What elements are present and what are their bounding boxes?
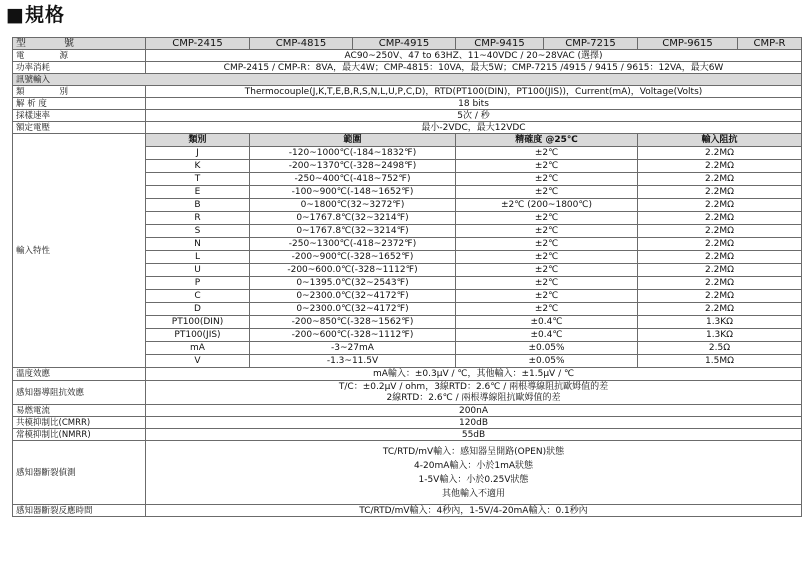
impedance-cell: 2.2MΩ — [638, 238, 802, 251]
input-type-row — [13, 86, 802, 98]
rated-voltage-value: 最小-2VDC，最大12VDC — [146, 122, 802, 134]
range-cell: 0~2300.0℃(32~4172℉) — [250, 303, 456, 316]
accuracy-cell: ±2℃ — [456, 238, 638, 251]
impedance-cell: 2.5Ω — [638, 342, 802, 355]
resolution-label: 解 析 度 — [13, 98, 146, 110]
accuracy-cell: ±2℃ — [456, 290, 638, 303]
impedance-cell: 2.2MΩ — [638, 303, 802, 316]
range-cell: 0~2300.0℃(32~4172℉) — [250, 290, 456, 303]
range-cell: 0~1767.8℃(32~3214℉) — [250, 212, 456, 225]
accuracy-cell: ±2℃ — [456, 160, 638, 173]
impedance-cell: 2.2MΩ — [638, 264, 802, 277]
range-cell: 0~1395.0℃(32~2543℉) — [250, 277, 456, 290]
input-type-cell: R — [146, 212, 250, 225]
input-type-cell: mA — [146, 342, 250, 355]
nmrr-value: 55dB — [146, 429, 802, 441]
sensor-break-value — [146, 441, 802, 505]
range-cell: -100~900℃(-148~1652℉) — [250, 186, 456, 199]
column-header: 輸入阻抗 — [638, 134, 802, 147]
sampling-rate-row — [13, 110, 802, 122]
accuracy-cell: ±0.4℃ — [456, 316, 638, 329]
impedance-cell: 2.2MΩ — [638, 147, 802, 160]
model-name: CMP-7215 — [544, 38, 638, 50]
range-cell: -200~600.0℃(-328~1112℉) — [250, 264, 456, 277]
nmrr-row — [13, 429, 802, 441]
input-type-cell: J — [146, 147, 250, 160]
accuracy-cell: ±2℃ — [456, 186, 638, 199]
input-type-cell: N — [146, 238, 250, 251]
accuracy-cell: ±2℃ — [456, 212, 638, 225]
input-type-cell: PT100(DIN) — [146, 316, 250, 329]
sampling-rate-value: 5次 / 秒 — [146, 110, 802, 122]
input-characteristics-label: 輸入特性 — [13, 134, 146, 368]
impedance-cell: 2.2MΩ — [638, 212, 802, 225]
range-cell: 0~1767.8℃(32~3214℉) — [250, 225, 456, 238]
input-type-label: 類 別 — [13, 86, 146, 98]
input-type-cell: PT100(JIS) — [146, 329, 250, 342]
range-cell: -1.3~11.5V — [250, 355, 456, 368]
power-supply-label: 電 源 — [13, 50, 146, 62]
nmrr-label: 常模抑制比(NMRR) — [13, 429, 146, 441]
sensor-break-response-label: 感知器斷裂反應時間 — [13, 505, 146, 517]
model-name: CMP-9615 — [638, 38, 738, 50]
impedance-cell: 2.2MΩ — [638, 225, 802, 238]
accuracy-cell: ±0.05% — [456, 342, 638, 355]
impedance-cell: 1.3KΩ — [638, 316, 802, 329]
column-header: 範圍 — [250, 134, 456, 147]
signal-input-section-row — [13, 74, 802, 86]
lead-resistance-line: 2線RTD：2.6℃ / 兩根導線阻抗歐姆值的差 — [386, 392, 561, 403]
power-supply-value: AC90~250V、47 to 63HZ、11~40VDC / 20~28VAC (選擇) — [146, 50, 802, 62]
lead-resistance-row — [13, 381, 802, 405]
cmrr-value: 120dB — [146, 417, 802, 429]
model-label: 型 號 — [13, 38, 146, 50]
model-name: CMP-9415 — [456, 38, 544, 50]
accuracy-cell: ±2℃ — [456, 264, 638, 277]
range-cell: -200~850℃(-328~1562℉) — [250, 316, 456, 329]
impedance-cell: 2.2MΩ — [638, 290, 802, 303]
impedance-cell: 1.5MΩ — [638, 355, 802, 368]
column-header: 精確度 @25℃ — [456, 134, 638, 147]
rated-voltage-row — [13, 122, 802, 134]
rated-voltage-label: 額定電壓 — [13, 122, 146, 134]
impedance-cell: 2.2MΩ — [638, 277, 802, 290]
temperature-effect-value: mA輸入：±0.3μV / ℃，其他輸入：±1.5μV / ℃ — [146, 368, 802, 381]
model-name: CMP-R — [738, 38, 802, 50]
sensor-break-line: TC/RTD/mV輸入：感知器呈開路(OPEN)狀態 — [382, 446, 565, 457]
signal-input-section-label: 訊號輸入 — [13, 74, 802, 86]
impedance-cell: 1.3KΩ — [638, 329, 802, 342]
input-characteristics-header-row — [13, 134, 802, 147]
input-type-cell: B — [146, 199, 250, 212]
spec-table — [12, 37, 802, 517]
input-type-cell: D — [146, 303, 250, 316]
burnout-current-row — [13, 405, 802, 417]
power-consumption-row — [13, 62, 802, 74]
range-cell: -120~1000℃(-184~1832℉) — [250, 147, 456, 160]
sensor-break-row — [13, 441, 802, 505]
temperature-effect-row — [13, 368, 802, 381]
lead-resistance-label: 感知器導阻抗效應 — [13, 381, 146, 405]
accuracy-cell: ±2℃ — [456, 147, 638, 160]
range-cell: -250~1300℃(-418~2372℉) — [250, 238, 456, 251]
range-cell: -200~1370℃(-328~2498℉) — [250, 160, 456, 173]
impedance-cell: 2.2MΩ — [638, 186, 802, 199]
page-title: ■規格 — [6, 4, 65, 26]
sensor-break-response-value: TC/RTD/mV輸入：4秒內，1-5V/4-20mA輸入：0.1秒內 — [146, 505, 802, 517]
power-consumption-value: CMP-2415 / CMP-R：8VA，最大4W；CMP-4815：10VA，最大5W；CMP-7215 /4915 / 9415 / 9615：12VA，最大6W — [146, 62, 802, 74]
input-type-cell: T — [146, 173, 250, 186]
model-name: CMP-4915 — [353, 38, 456, 50]
lead-resistance-line: T/C：±0.2μV / ohm，3線RTD：2.6℃ / 兩根導線阻抗歐姆值的差 — [338, 381, 609, 392]
sensor-break-line: 其他輸入不適用 — [442, 488, 506, 499]
resolution-row — [13, 98, 802, 110]
input-type-cell: S — [146, 225, 250, 238]
input-type-cell: C — [146, 290, 250, 303]
impedance-cell: 2.2MΩ — [638, 173, 802, 186]
accuracy-cell: ±2℃ — [456, 225, 638, 238]
range-cell: 0~1800℃(32~3272℉) — [250, 199, 456, 212]
lead-resistance-value — [146, 381, 802, 405]
resolution-value: 18 bits — [146, 98, 802, 110]
range-cell: -3~27mA — [250, 342, 456, 355]
accuracy-cell: ±0.05% — [456, 355, 638, 368]
sensor-break-line: 1-5V輸入：小於0.25V狀態 — [418, 474, 529, 485]
impedance-cell: 2.2MΩ — [638, 199, 802, 212]
model-row — [13, 38, 802, 50]
impedance-cell: 2.2MΩ — [638, 160, 802, 173]
accuracy-cell: ±2℃ — [456, 303, 638, 316]
burnout-current-label: 易燃電流 — [13, 405, 146, 417]
input-type-value: Thermocouple(J,K,T,E,B,R,S,N,L,U,P,C,D)，RTD(PT100(DIN)，PT100(JIS))，Current(mA)，Voltage(Volts) — [146, 86, 802, 98]
input-type-cell: V — [146, 355, 250, 368]
input-type-cell: L — [146, 251, 250, 264]
burnout-current-value: 200nA — [146, 405, 802, 417]
model-name: CMP-4815 — [250, 38, 353, 50]
input-type-cell: P — [146, 277, 250, 290]
range-cell: -200~900℃(-328~1652℉) — [250, 251, 456, 264]
power-consumption-label: 功率消耗 — [13, 62, 146, 74]
model-name: CMP-2415 — [146, 38, 250, 50]
input-type-cell: U — [146, 264, 250, 277]
sensor-break-response-row — [13, 505, 802, 517]
temperature-effect-label: 溫度效應 — [13, 368, 146, 381]
sensor-break-line: 4-20mA輸入：小於1mA狀態 — [414, 460, 534, 471]
accuracy-cell: ±2℃ — [456, 277, 638, 290]
accuracy-cell: ±2℃ — [456, 251, 638, 264]
range-cell: -250~400℃(-418~752℉) — [250, 173, 456, 186]
accuracy-cell: ±2℃ — [456, 173, 638, 186]
sensor-break-label: 感知器斷裂偵測 — [13, 441, 146, 505]
input-type-cell: K — [146, 160, 250, 173]
range-cell: -200~600℃(-328~1112℉) — [250, 329, 456, 342]
column-header: 類別 — [146, 134, 250, 147]
cmrr-row — [13, 417, 802, 429]
sampling-rate-label: 採樣速率 — [13, 110, 146, 122]
accuracy-cell: ±2℃ (200~1800℃) — [456, 199, 638, 212]
input-type-cell: E — [146, 186, 250, 199]
power-supply-row — [13, 50, 802, 62]
cmrr-label: 共模抑制比(CMRR) — [13, 417, 146, 429]
accuracy-cell: ±0.4℃ — [456, 329, 638, 342]
impedance-cell: 2.2MΩ — [638, 251, 802, 264]
